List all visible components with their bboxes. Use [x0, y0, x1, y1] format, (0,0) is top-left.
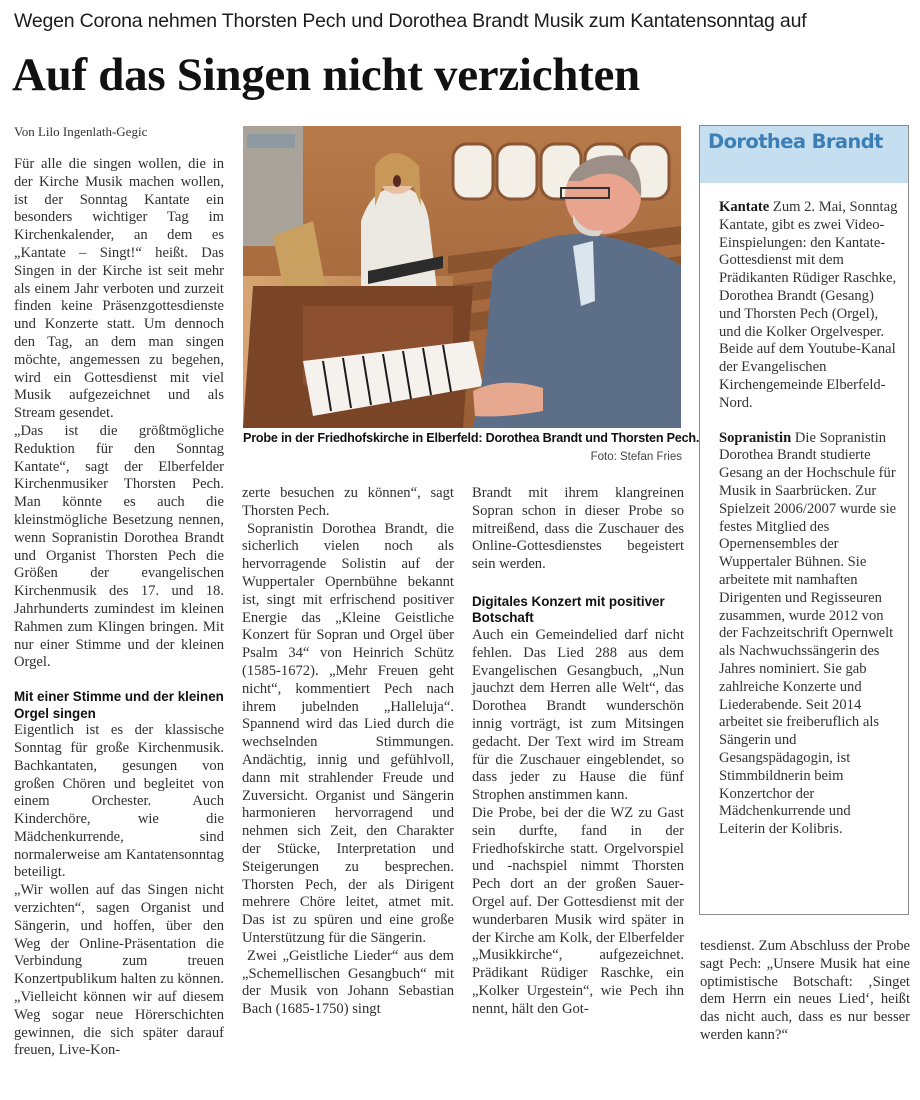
photo-caption: Probe in der Friedhofskirche in Elberfeld: Dorothea Brandt und Thorsten Pech.	[243, 431, 700, 445]
article-column-2	[242, 485, 454, 1019]
paragraph: Die Probe, bei der die WZ zu Gast sein durfte, fand in der Friedhofskirche statt. Orgelvorspiel und -nachspiel nimmt Thorsten Pech dort an der großen Sauer-Orgel auf. Der Gottesdienst mit der wunderbaren Musik wird später in der Kirche am Kolk, der Elberfelder „Musikkirche“, aufgezeichnet. Prädikant Rüdiger Raschke, ein „Kolker Urgestein“, wie Pech ihn nennt, hält den Got-	[472, 804, 684, 1017]
infobox-section	[719, 199, 898, 413]
paragraph: Auch ein Gemeindelied darf nicht fehlen. Das Lied 288 aus dem Evangelischen Gesangbuch, „Nun jauchzt dem Herren alle Welt“, das Dorothea Brandt wunderschön innig vorträgt, ist zum Mitsingen gedacht. Der Text wird im Stream für die Zuschauer eingeblendet, so dass jeder zu Hause die fünf Strophen anstimmen kann.	[472, 626, 684, 804]
photo-credit: Foto: Stefan Fries	[590, 451, 682, 463]
infobox	[699, 125, 909, 915]
infobox-section-label: Kantate	[719, 199, 770, 215]
infobox-body	[700, 183, 908, 839]
paragraph-spacer	[472, 574, 684, 594]
article-column-4	[700, 938, 910, 1045]
photo-organ-rehearsal-icon	[243, 126, 681, 428]
paragraph: Zwei „Geistliche Lieder“ aus dem „Schemellischen Gesangbuch“ mit der Musik von Johann Sebastian Bach (1685-1750) singt	[242, 947, 454, 1018]
paragraph: Sopranistin Dorothea Brandt, die sicherlich vielen noch als hervorragende Solistin auf der Wuppertaler Opernbühne bekannt ist, singt mit erfrischend positiver Energie das „Kleine Geistliche Konzert für Sopran und Orgel über Psalm 34“ von Heinrich Schütz (1585-1672). „Mehr Freuen geht nicht“, kommentiert Pech nach ihrem jubelnden „Halleluja“. Spannend wird das Lied durch die wechselnden Stimmungen. Andächtig, innig und gefühlvoll, dann mit strahlender Freude und Zuversicht. Organist und Sängerin harmonieren hervorragend und nehmen sich Zeit, den Charakter der Stücke, Interpretation und Steigerungen zu besprechen. Thorsten Pech, der als Dirigent mehrere Chöre leitet, atmet mit. Das ist zu spüren und eine große Unterstützung für die Sängerin.	[242, 520, 454, 946]
article-column-1	[14, 156, 224, 1060]
paragraph: Brandt mit ihrem klangreinen Sopran schon in dieser Probe so mitreißend, dass die Zuschauer des Online-Gottesdienstes begeistert sein werden.	[472, 485, 684, 573]
paragraph: zerte besuchen zu können“, sagt Thorsten Pech.	[242, 485, 454, 519]
paragraph: Eigentlich ist es der klassische Sonntag für große Kirchenmusik. Bachkantaten, gesungen von großen Chören und begleitet von einem Orchester. Auch Kinderchöre, wie die Mädchenkurrende, sind normalerweise am Kantatensonntag beteiligt.	[14, 722, 224, 881]
infobox-title: Dorothea Brandt	[700, 126, 908, 183]
subheading: Mit einer Stimme und der kleinen Orgel singen	[14, 689, 224, 721]
article-kicker: Wegen Corona nehmen Thorsten Pech und Dorothea Brandt Musik zum Kantatensonntag auf	[14, 10, 807, 32]
infobox-section-label: Sopranistin	[719, 429, 792, 446]
paragraph: Für alle die singen wollen, die in der Kirche Musik machen wollen, ist der Sonntag Kantate ein besonders wichtiger Tag im Kirchenkalender, an dem es „Kantate – Singt!“ heißt. Das Singen in der Kirche ist seit mehr als einem Jahr verboten und zurzeit finden keine Präsenzgottesdienste und Konzerte statt. Um dennoch den Tag, an dem man singen möchte, angemessen zu begehen, wird ein Gottesdienst mit viel Musik aufgezeichnet und als Stream gesendet.	[14, 156, 224, 422]
paragraph: „Das ist die größtmögliche Reduktion für den Sonntag Kantate“, sagt der Elberfelder Kirchenmusiker Thorsten Pech. Man könnte es auch die kleinstmögliche Besetzung nennen, wenn Sopranistin Dorothea Brandt und Organist Thorsten Pech die Größen der evangelischen Kirchenmusik des 17. und 18. Jahrhunderts zumindest im kleinen Rahmen zum Klingen bringen. Mit nur einer Stimme und der kleinen Orgel.	[14, 422, 224, 671]
paragraph: tesdienst. Zum Abschluss der Probe sagt Pech: „Unsere Musik hat eine optimistische Botschaft: ‚Singet dem Herrn ein neues Lied‘, heißt das nicht auch, dass es nur besser werden kann?“	[700, 938, 910, 1043]
infobox-section	[719, 430, 898, 839]
subheading: Digitales Konzert mit positiver Botschaft	[472, 593, 665, 626]
article-headline: Auf das Singen nicht verzichten	[12, 49, 640, 101]
paragraph-spacer	[14, 672, 224, 689]
paragraph: „Wir wollen auf das Singen nicht verzichten“, sagen Organist und Sängerin, und hoffen, über den Weg der Online-Präsentation die Verbindung zum treuen Konzertpublikum halten zu können. „Vielleicht können wir auf diesem Weg sogar neue Hörerschichten gewinnen, die sich später darauf freuen, Live-Kon-	[14, 882, 224, 1059]
article-photo	[243, 126, 681, 428]
article-byline: Von Lilo Ingenlath-Gegic	[14, 124, 148, 139]
infobox-section-text: Zum 2. Mai, Sonntag Kantate, gibt es zwei Video-Einspielungen: den Kantate-Gottesdienst mit dem Prädikanten Rüdiger Raschke, Dorothea Brandt (Gesang) und Thorsten Pech (Orgel), und die Kolker Orgelvesper. Beide auf dem Youtube-Kanal der Evangelischen Kirchengemeinde Elberfeld-Nord.	[719, 199, 898, 411]
article-column-3	[472, 485, 684, 1019]
infobox-section-text: Die Sopranistin Dorothea Brandt studierte Gesang an der Hochschule für Musik in Saarbrücken. Zur Spielzeit 2006/2007 wurde sie festes Mitglied des Opernensembles der Wuppertaler Bühnen. Sie arbeitete mit namhaften Dirigenten und Regisseuren zusammen, wurde 2012 von der Fachzeitschrift Opernwelt als Nachwuchssängerin des Jahres nominiert. Sie gab zahlreiche Konzerte und Liederabende. Seit 2014 arbeitet sie freiberuflich als Sängerin und Gesangspädagogin, ist Stimmbildnerin beim Konzertchor der Mädchenkurrende und Leiterin der Kolibris.	[719, 429, 897, 838]
